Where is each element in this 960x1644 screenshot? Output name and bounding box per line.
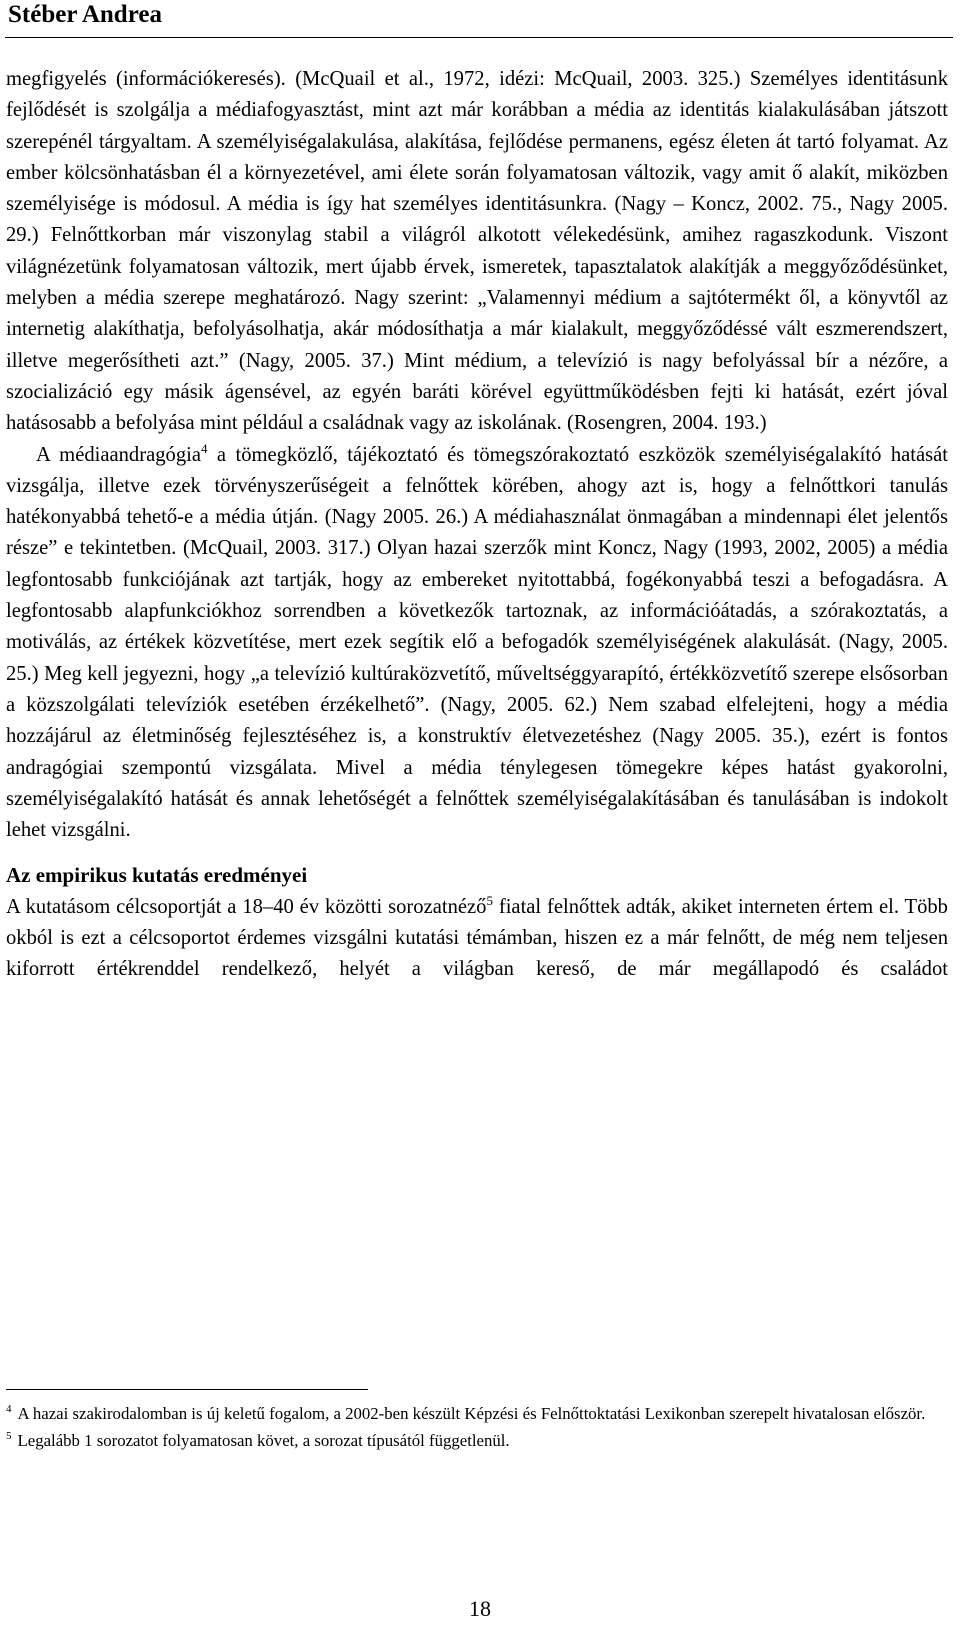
paragraph-1: megfigyelés (információkeresés). (McQuail et al., 1972, idézi: McQuail, 2003. 325.) Személyes identitásunk fejlődését is szolgálja a médiafogyasztást, mint azt már korábban a média az identitás kialakulásában játszott szerepénél tárgyaltam. A személyiségalakulása, alakítása, fejlődése permanens, egész életen át tartó folyamat. Az ember kölcsönhatásban él a környezetével, ami élete során folyamatosan változik, vagy amit ő alakít, miközben személyisége is módosul. A média is így hat személyes identitásunkra. (Nagy – Koncz, 2002. 75., Nagy 2005. 29.) Felnőttkorban már viszonylag stabil a világról alkotott vélekedésünk, amihez ragaszkodunk. Viszont világnézetünk folyamatosan változik, mert újabb érvek, ismeretek, tapasztalatok alakítják a meggyőződésünket, melyben a média szerepe meghatározó. Nagy szerint: „Valamennyi médium a sajtótermékt ől, a könyvtől az internetig alakíthatja, befolyásolhatja, akár módosíthatja a már kialakult, meggyőződéssé vált eszmerendszert, illetve megerősítheti azt.” (Nagy, 2005. 37.) Mint médium, a televízió is nagy befolyással bír a nézőre, a szocializáció egy másik ágensével, az egyén baráti körével együttműködésben fejti ki hatását, ezért jóval hatásosabb a befolyása mint például a családnak vagy az iskolának. (Rosengren, 2004. 193.)	[6, 68, 948, 435]
footnote-5-text: Legalább 1 sorozatot folyamatosan követ, a sorozat típusától függetlenül.	[17, 1430, 510, 1450]
footnote-4	[6, 1402, 948, 1427]
footnotes	[6, 1402, 948, 1453]
page-number: 18	[469, 1596, 491, 1621]
footnote-ref-5: 5	[486, 892, 493, 908]
section-heading: Az empirikus kutatás eredményei	[6, 863, 308, 888]
paragraph-2-rest: a tömegközlő, tájékoztató és tömegszórakoztató eszközök személyiségalakító hatását vizsgálja, illetve ezek törvényszerűségeit a felnőttek körében, ahogy azt is, hogy a felnőttkori tanulás hatékonyabbá tehető-e a média útján. (Nagy 2005. 26.) A médiahasználat önmagában a mindennapi élet jelentős része” e tekintetben. (McQuail, 2003. 317.) Olyan hazai szerzők mint Koncz, Nagy (1993, 2002, 2005) a média legfontosabb funkciójának azt tartják, hogy az embereket nyitottabbá, fogékonyabbá teszi a befogadásra. A legfontosabb alapfunkciókhoz sorrendben a következők tartoznak, az információátadás, a szórakoztatás, a motiválás, az értékek közvetítése, mert ezek segítik elő a befogadók személyiségének alakulását. (Nagy, 2005. 25.) Meg kell jegyezni, hogy „a televízió kultúraközvetítő, műveltséggyarapító, értékközvetítő szerepe elsősorban a közszolgálati televíziók esetében érzékelhető”. (Nagy, 2005. 62.) Nem szabad elfelejteni, hogy a média hozzájárul az életminőség fejlesztéséhez is, a konstruktív életvezetéshez (Nagy 2005. 35.), ezért is fontos andragógiai szempontú vizsgálata. Mivel a média ténylegesen tömegekre képes hatást gyakorolni, személyiségalakító hatását és annak lehetőségét a felnőttek személyiségalakításában és tanulásában is indokolt lehet vizsgálni.	[6, 443, 948, 842]
footnote-4-number: 4	[6, 1403, 12, 1415]
footnote-ref-4: 4	[200, 440, 208, 456]
footnote-5	[6, 1429, 948, 1454]
footnote-separator	[6, 1389, 368, 1390]
footnote-4-text: A hazai szakirodalomban is új keletű fogalom, a 2002-ben készült Képzési és Felnőttoktatási Lexikonban szerepelt hivatalosan először.	[17, 1404, 926, 1423]
footnote-5-number: 5	[6, 1429, 12, 1442]
paragraph-3-start: A kutatásom célcsoportját a 18–40 év közötti sorozatnéző	[6, 895, 487, 918]
body-text	[6, 64, 948, 986]
paragraph-3-rest: fiatal felnőttek adták, akiket interneten értem el. Több okból is ezt a célcsoportot érdemes vizsgálni kutatási témámban, hiszen ez a már felnőtt, de még nem teljesen kiforrott értékrenddel rendelkező, helyét a világban kereső, de már megállapodó és családot	[6, 895, 948, 981]
header-rule	[5, 37, 953, 38]
paragraph-2-start: A médiaandragógia	[36, 443, 201, 466]
paragraph-2	[6, 440, 948, 847]
paragraph-3	[6, 892, 948, 986]
running-head-author: Stéber Andrea	[8, 1, 162, 28]
